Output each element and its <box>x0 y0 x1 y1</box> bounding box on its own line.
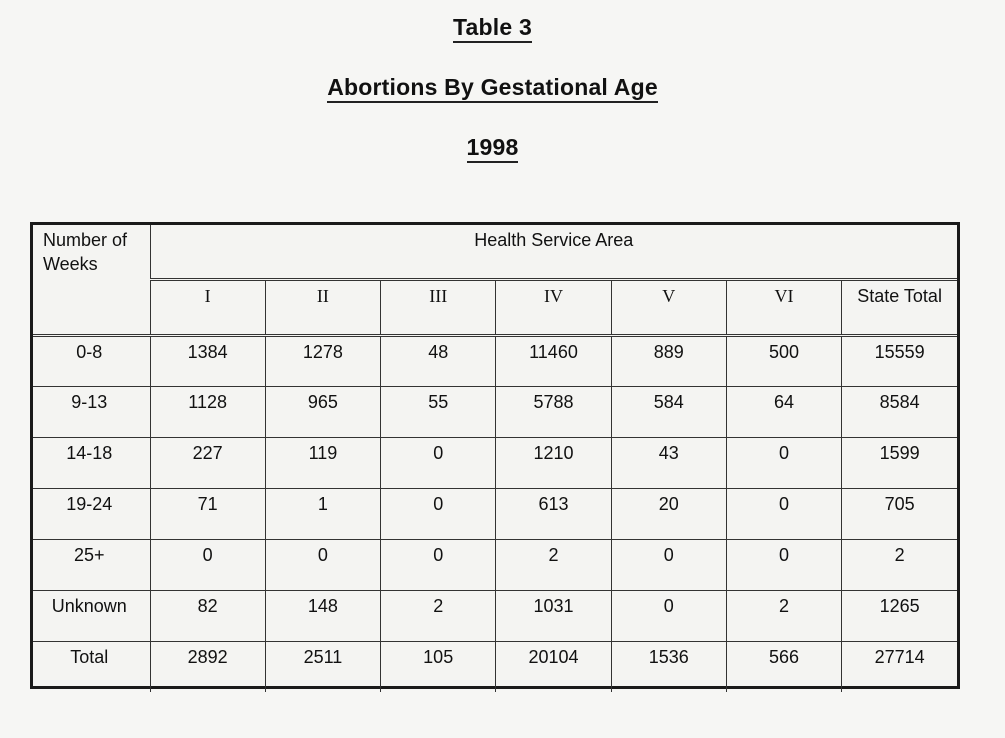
table-cell: 71 <box>150 488 265 539</box>
table-cell: 8584 <box>842 386 957 437</box>
table-cell: 889 <box>611 335 726 386</box>
table-cell: 705 <box>842 488 957 539</box>
table-cell: 1278 <box>265 335 380 386</box>
table-cell: 0 <box>726 539 841 590</box>
table-row <box>33 539 957 590</box>
table-cell: 2 <box>726 590 841 641</box>
column-header-iii: III <box>381 279 496 335</box>
table-cell: 2511 <box>265 641 380 692</box>
table-row <box>33 437 957 488</box>
table-cell: 1128 <box>150 386 265 437</box>
table-cell: 2 <box>842 539 957 590</box>
table-cell: 0 <box>726 488 841 539</box>
data-table-frame <box>30 222 960 689</box>
table-cell: 5788 <box>496 386 611 437</box>
row-header-weeks: Number of Weeks <box>33 225 150 335</box>
data-table <box>33 225 957 692</box>
table-cell: 613 <box>496 488 611 539</box>
table-cell: 1031 <box>496 590 611 641</box>
table-cell: 43 <box>611 437 726 488</box>
table-cell: 227 <box>150 437 265 488</box>
table-cell: 20 <box>611 488 726 539</box>
table-year <box>0 134 985 163</box>
table-cell: 64 <box>726 386 841 437</box>
table-row <box>33 488 957 539</box>
table-cell: 0 <box>381 488 496 539</box>
table-cell: 105 <box>381 641 496 692</box>
column-header-ii: II <box>265 279 380 335</box>
table-cell: 15559 <box>842 335 957 386</box>
table-cell: 1265 <box>842 590 957 641</box>
table-row <box>33 590 957 641</box>
column-header-state-total: State Total <box>842 279 957 335</box>
table-row <box>33 641 957 692</box>
row-label: Total <box>33 641 150 692</box>
table-cell: 1536 <box>611 641 726 692</box>
row-label: Unknown <box>33 590 150 641</box>
table-cell: 566 <box>726 641 841 692</box>
table-subtitle-text: Abortions By Gestational Age <box>327 74 658 103</box>
table-row <box>33 386 957 437</box>
table-cell: 1210 <box>496 437 611 488</box>
table-cell: 0 <box>150 539 265 590</box>
table-cell: 500 <box>726 335 841 386</box>
table-cell: 965 <box>265 386 380 437</box>
table-cell: 82 <box>150 590 265 641</box>
table-cell: 0 <box>381 539 496 590</box>
table-cell: 1 <box>265 488 380 539</box>
table-cell: 0 <box>381 437 496 488</box>
table-cell: 0 <box>611 590 726 641</box>
table-cell: 0 <box>726 437 841 488</box>
table-title-text: Table 3 <box>453 14 532 43</box>
table-cell: 55 <box>381 386 496 437</box>
column-header-v: V <box>611 279 726 335</box>
table-cell: 1384 <box>150 335 265 386</box>
column-header-i: I <box>150 279 265 335</box>
table-title <box>0 14 985 43</box>
table-cell: 20104 <box>496 641 611 692</box>
table-cell: 2 <box>381 590 496 641</box>
group-header-health-service-area: Health Service Area <box>150 225 957 279</box>
row-label: 0-8 <box>33 335 150 386</box>
table-subtitle <box>0 74 985 103</box>
column-header-iv: IV <box>496 279 611 335</box>
table-cell: 148 <box>265 590 380 641</box>
table-cell: 119 <box>265 437 380 488</box>
table-cell: 0 <box>611 539 726 590</box>
table-cell: 2892 <box>150 641 265 692</box>
row-label: 19-24 <box>33 488 150 539</box>
table-cell: 1599 <box>842 437 957 488</box>
row-label: 25+ <box>33 539 150 590</box>
table-cell: 48 <box>381 335 496 386</box>
table-cell: 27714 <box>842 641 957 692</box>
row-label: 9-13 <box>33 386 150 437</box>
table-year-text: 1998 <box>467 134 519 163</box>
table-body <box>33 335 957 692</box>
table-cell: 2 <box>496 539 611 590</box>
row-label: 14-18 <box>33 437 150 488</box>
column-header-vi: VI <box>726 279 841 335</box>
table-row <box>33 335 957 386</box>
table-cell: 11460 <box>496 335 611 386</box>
table-cell: 584 <box>611 386 726 437</box>
table-cell: 0 <box>265 539 380 590</box>
